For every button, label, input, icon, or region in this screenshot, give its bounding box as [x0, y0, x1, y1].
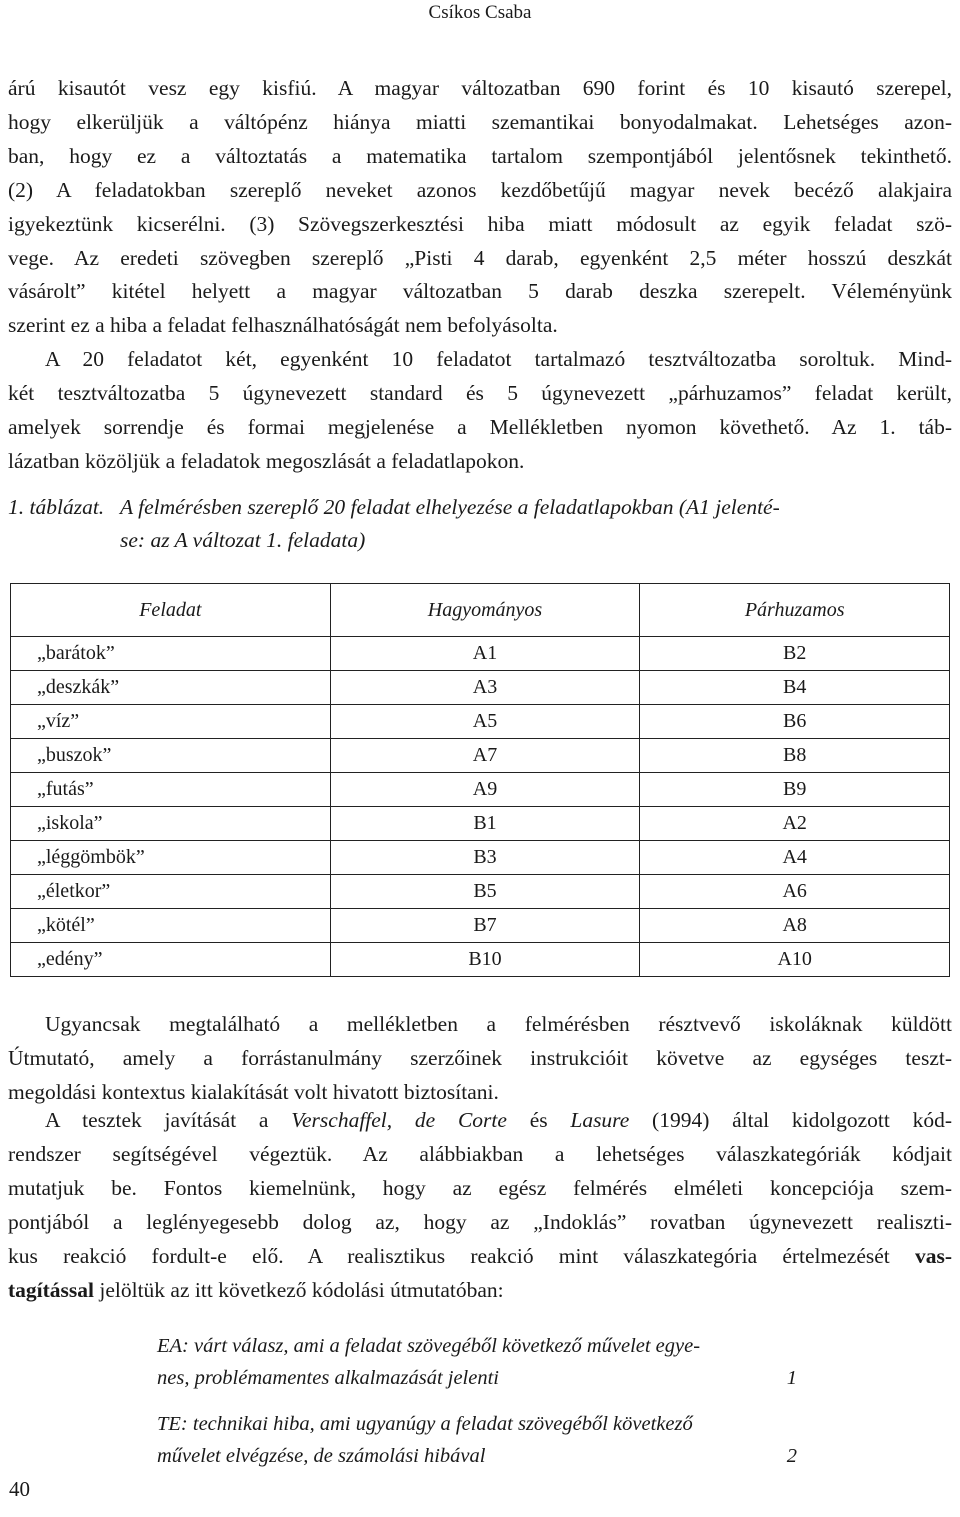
text-fragment: kus reakció fordult-e elő. A realisztikus reakció mint válaszkategória értelmezését [8, 1243, 915, 1268]
text-line: ban, hogy ez a változtatás a matematika tartalom szempontjából jelentősnek tekinthető. [8, 143, 952, 168]
text-line: rendszer segítségével végeztük. Az alábbiakban a lehetséges válaszkategóriák kódjait [8, 1141, 952, 1166]
caption-text-line-1: A felmérésben szereplő 20 feladat elhelyezése a feladatlapokban (A1 jelenté- [120, 495, 780, 519]
column-header-hagyomanyos: Hagyományos [330, 584, 640, 637]
text-line: mutatjuk be. Fontos kiemelnünk, hogy az egész felmérés elméleti koncepciója szem- [8, 1175, 952, 1200]
traditional-cell: B7 [330, 909, 640, 943]
traditional-cell: B5 [330, 875, 640, 909]
table-caption [8, 491, 952, 557]
text-line: hogy elkerüljük a váltópénz hiánya miatti szemantikai bonyodalmakat. Lehetséges azon- [8, 109, 952, 134]
table-row [11, 875, 950, 909]
task-name-cell: „kötél” [11, 909, 331, 943]
task-distribution-table [10, 583, 950, 977]
code-line: TE: technikai hiba, ami ugyanúgy a feladat szövegéből következő [157, 1413, 693, 1435]
code-line: EA: várt válasz, ami a feladat szövegéből következő művelet egye- [157, 1335, 701, 1357]
table-row [11, 705, 950, 739]
text-fragment: jelöltük az itt következő kódolási útmutatóban: [94, 1277, 504, 1302]
text-line [8, 1274, 952, 1308]
traditional-cell: A5 [330, 705, 640, 739]
parallel-cell: A2 [640, 807, 950, 841]
task-name-cell: „iskola” [11, 807, 331, 841]
paragraph-3 [8, 1008, 952, 1110]
text-line: megoldási kontextus kialakítását volt hivatott biztosítani. [8, 1079, 499, 1104]
text-line: (2) A feladatokban szereplő neveket azonos kezdőbetűjű magyar nevek becéző alakjaira [8, 177, 952, 202]
code-value: 2 [786, 1445, 797, 1467]
task-name-cell: „edény” [11, 943, 331, 977]
paragraph-2 [8, 343, 952, 479]
table-row [11, 739, 950, 773]
traditional-cell: A3 [330, 671, 640, 705]
table-row [11, 909, 950, 943]
caption-text-line-2: se: az A változat 1. feladata) [120, 528, 366, 552]
traditional-cell: B10 [330, 943, 640, 977]
task-name-cell: „deszkák” [11, 671, 331, 705]
parallel-cell: A8 [640, 909, 950, 943]
text-line: két tesztváltozatba 5 úgynevezett standard és 5 úgynevezett „párhuzamos” feladat került, [8, 380, 952, 405]
text-line: Ugyancsak megtalálható a mellékletben a felmérésben résztvevő iskoláknak küldött [45, 1012, 952, 1036]
code-entry-te [157, 1408, 797, 1472]
text-line: igyekeztünk kicserélni. (3) Szövegszerkesztési hiba miatt módosult az egyik feladat szö- [8, 211, 952, 236]
text-line: A 20 feladatot két, egyenként 10 feladatot tartalmazó tesztváltozatba soroltuk. Mind- [45, 347, 952, 371]
paragraph-1 [8, 72, 952, 343]
text-line: vásárolt” kitétel helyett a magyar változatban 5 darab deszka szerepelt. Véleményünk [8, 279, 952, 304]
text-line [8, 1240, 952, 1274]
parallel-cell: A6 [640, 875, 950, 909]
caption-label: 1. táblázat. [8, 495, 105, 519]
table-row [11, 807, 950, 841]
parallel-cell: B9 [640, 773, 950, 807]
code-value: 1 [786, 1367, 797, 1389]
code-line: művelet elvégzése, de számolási hibával [157, 1445, 486, 1467]
traditional-cell: A7 [330, 739, 640, 773]
text-line [8, 1104, 952, 1138]
task-name-cell: „barátok” [11, 637, 331, 671]
text-fragment: A tesztek javítását a [45, 1108, 292, 1132]
column-header-feladat: Feladat [11, 584, 331, 637]
task-name-cell: „futás” [11, 773, 331, 807]
cited-authors: Verschaffel, de Corte [291, 1108, 507, 1132]
cited-author: Lasure [570, 1108, 630, 1132]
table-row [11, 637, 950, 671]
task-name-cell: „buszok” [11, 739, 331, 773]
text-line: vege. Az eredeti szövegben szereplő „Pisti 4 darab, egyenként 2,5 méter hosszú deszkát [8, 245, 952, 270]
bold-fragment: vas- [914, 1243, 952, 1268]
table-header-row [11, 584, 950, 637]
parallel-cell: A4 [640, 841, 950, 875]
paragraph-4 [8, 1104, 952, 1307]
parallel-cell: A10 [640, 943, 950, 977]
parallel-cell: B6 [640, 705, 950, 739]
code-entry-ea [157, 1330, 797, 1394]
table-row [11, 841, 950, 875]
column-header-parhuzamos: Párhuzamos [640, 584, 950, 637]
traditional-cell: A1 [330, 637, 640, 671]
parallel-cell: B4 [640, 671, 950, 705]
text-line: szerint ez a hiba a feladat felhasználhatóságát nem befolyásolta. [8, 313, 558, 338]
traditional-cell: B1 [330, 807, 640, 841]
text-line: Útmutató, amely a forrástanulmány szerzőinek instrukcióit követve az egységes teszt- [8, 1045, 952, 1070]
page-number: 40 [9, 1477, 30, 1501]
table-row [11, 943, 950, 977]
traditional-cell: A9 [330, 773, 640, 807]
task-name-cell: „víz” [11, 705, 331, 739]
code-line: nes, problémamentes alkalmazását jelenti [157, 1367, 499, 1389]
parallel-cell: B2 [640, 637, 950, 671]
task-name-cell: „életkor” [11, 875, 331, 909]
table-row [11, 773, 950, 807]
bold-fragment: tagítással [8, 1277, 94, 1302]
text-line: lázatban közöljük a feladatok megoszlását a feladatlapokon. [8, 448, 525, 473]
running-header: Csíkos Csaba [428, 2, 532, 23]
text-line: amelyek sorrendje és formai megjelenése a Mellékletben nyomon követhető. Az 1. táb- [8, 414, 952, 439]
table-row [11, 671, 950, 705]
text-fragment: (1994) által kidolgozott kód- [629, 1108, 952, 1132]
traditional-cell: B3 [330, 841, 640, 875]
text-line: árú kisautót vesz egy kisfiú. A magyar változatban 690 forint és 10 kisautó szerepel, [8, 76, 952, 100]
task-name-cell: „léggömbök” [11, 841, 331, 875]
parallel-cell: B8 [640, 739, 950, 773]
text-fragment: és [506, 1108, 571, 1132]
text-line: pontjából a leglényegesebb dolog az, hogy az „Indoklás” rovatban úgynevezett realiszti- [8, 1209, 952, 1234]
